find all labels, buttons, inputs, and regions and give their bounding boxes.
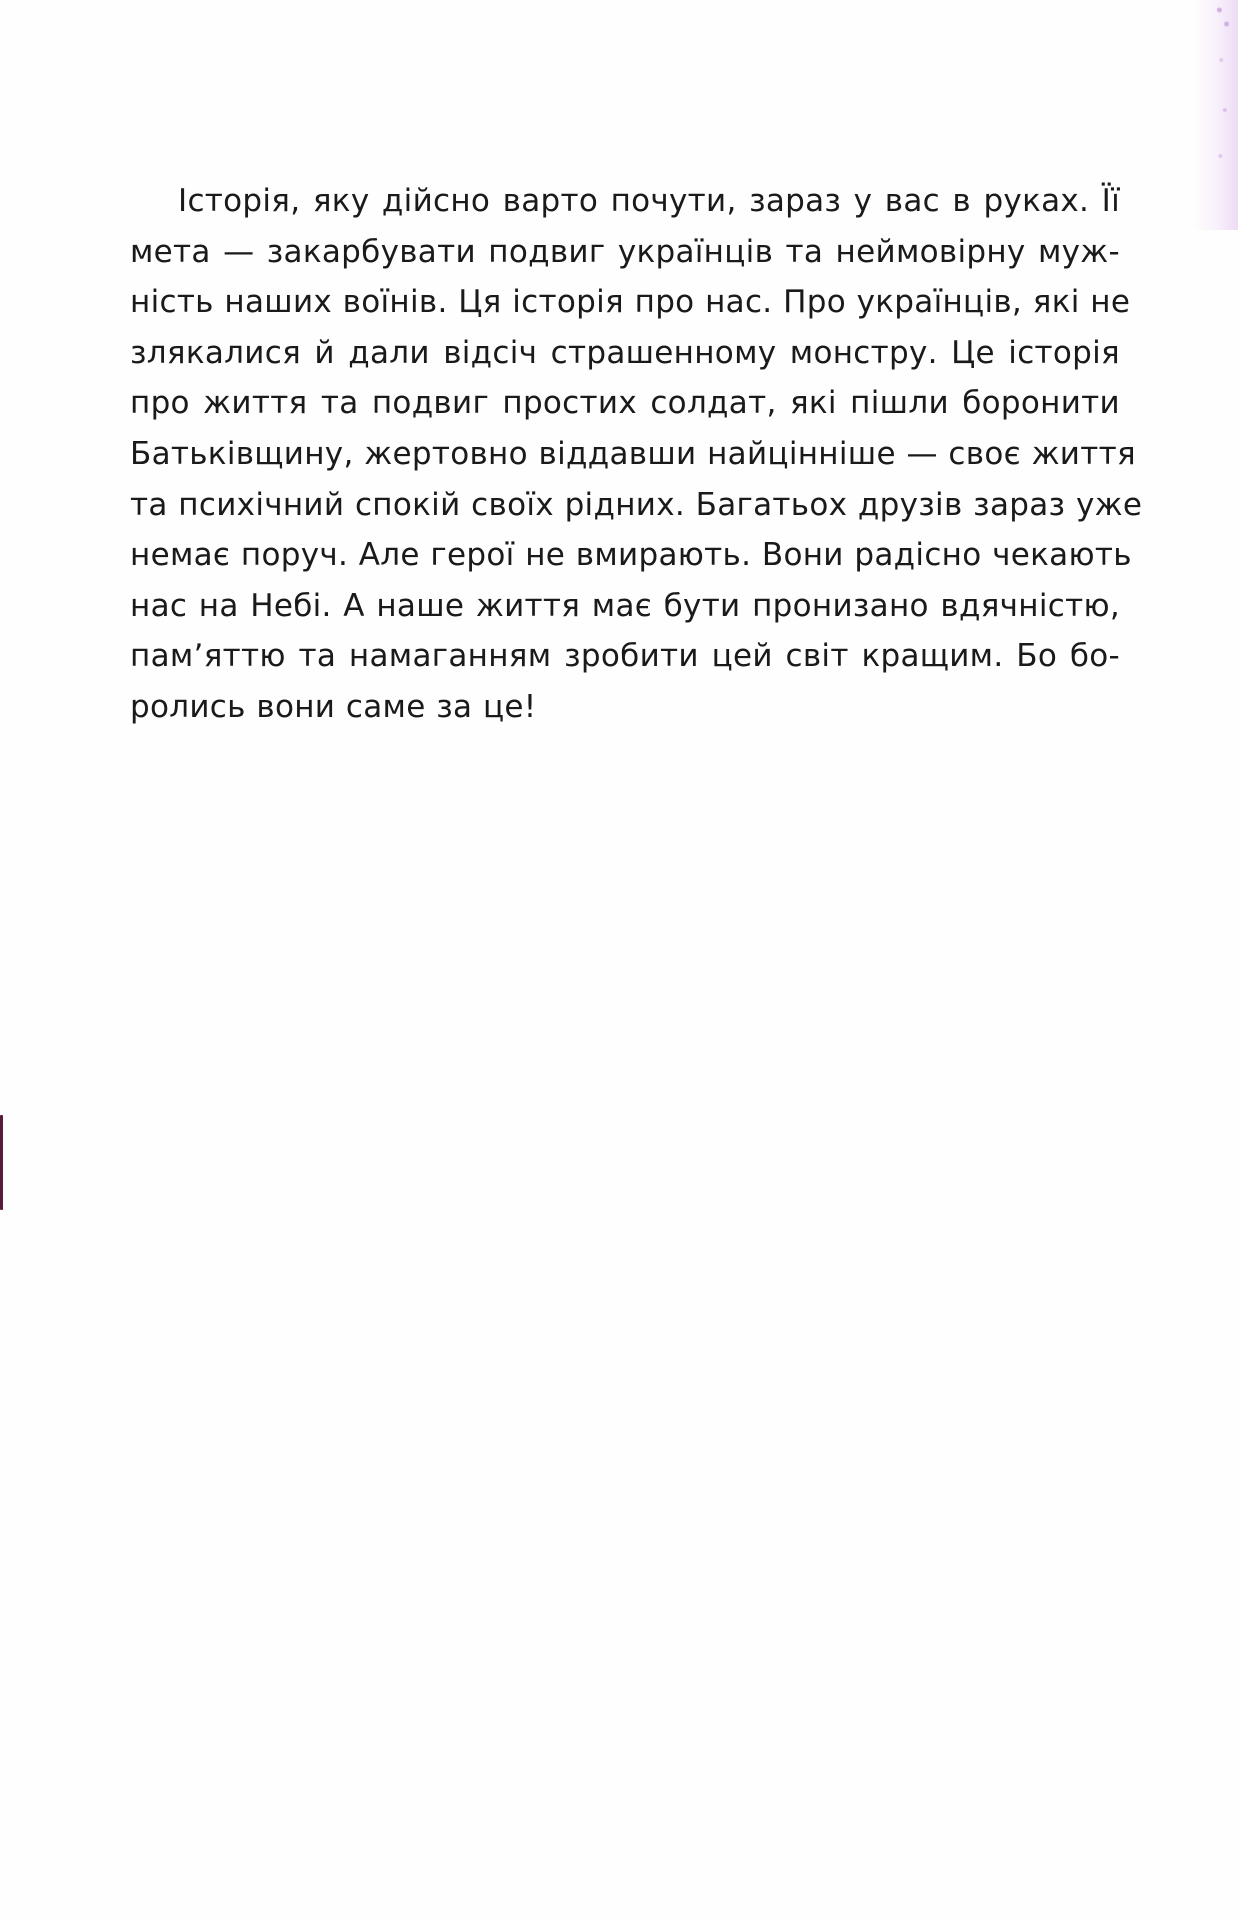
- paragraph-line: злякалися й дали відсіч страшенному монстру. Це історія: [130, 334, 1120, 371]
- paragraph-line: про життя та подвиг простих солдат, які пішли боронити: [130, 385, 1120, 422]
- paragraph-line: мета — закарбувати подвиг українців та неймовірну муж-: [130, 233, 1120, 270]
- paragraph-line: пам’яттю та намаганням зробити цей світ кращим. Бо бо-: [130, 638, 1120, 675]
- paragraph-line: ролись вони саме за це!: [130, 688, 537, 725]
- paragraph-line: та психічний спокій своїх рідних. Багатьох друзів зараз уже: [130, 486, 1143, 523]
- paragraph-line: Батьківщину, жертовно віддавши найцінніше — своє життя: [130, 435, 1136, 472]
- paragraph-line: ність наших воїнів. Ця історія про нас. Про українців, які не: [130, 284, 1131, 321]
- page-edge-mark: [0, 1115, 3, 1210]
- paragraph-line: нас на Небі. А наше життя має бути пронизано вдячністю,: [130, 587, 1120, 624]
- paragraph-line: Історія, яку дійсно варто почути, зараз у вас в руках. Її: [178, 183, 1120, 219]
- paragraph-line: немає поруч. Але герої не вмирають. Вони радісно чекають: [130, 537, 1132, 574]
- body-paragraph: [130, 176, 1143, 733]
- page-edge-specks: [1214, 0, 1232, 200]
